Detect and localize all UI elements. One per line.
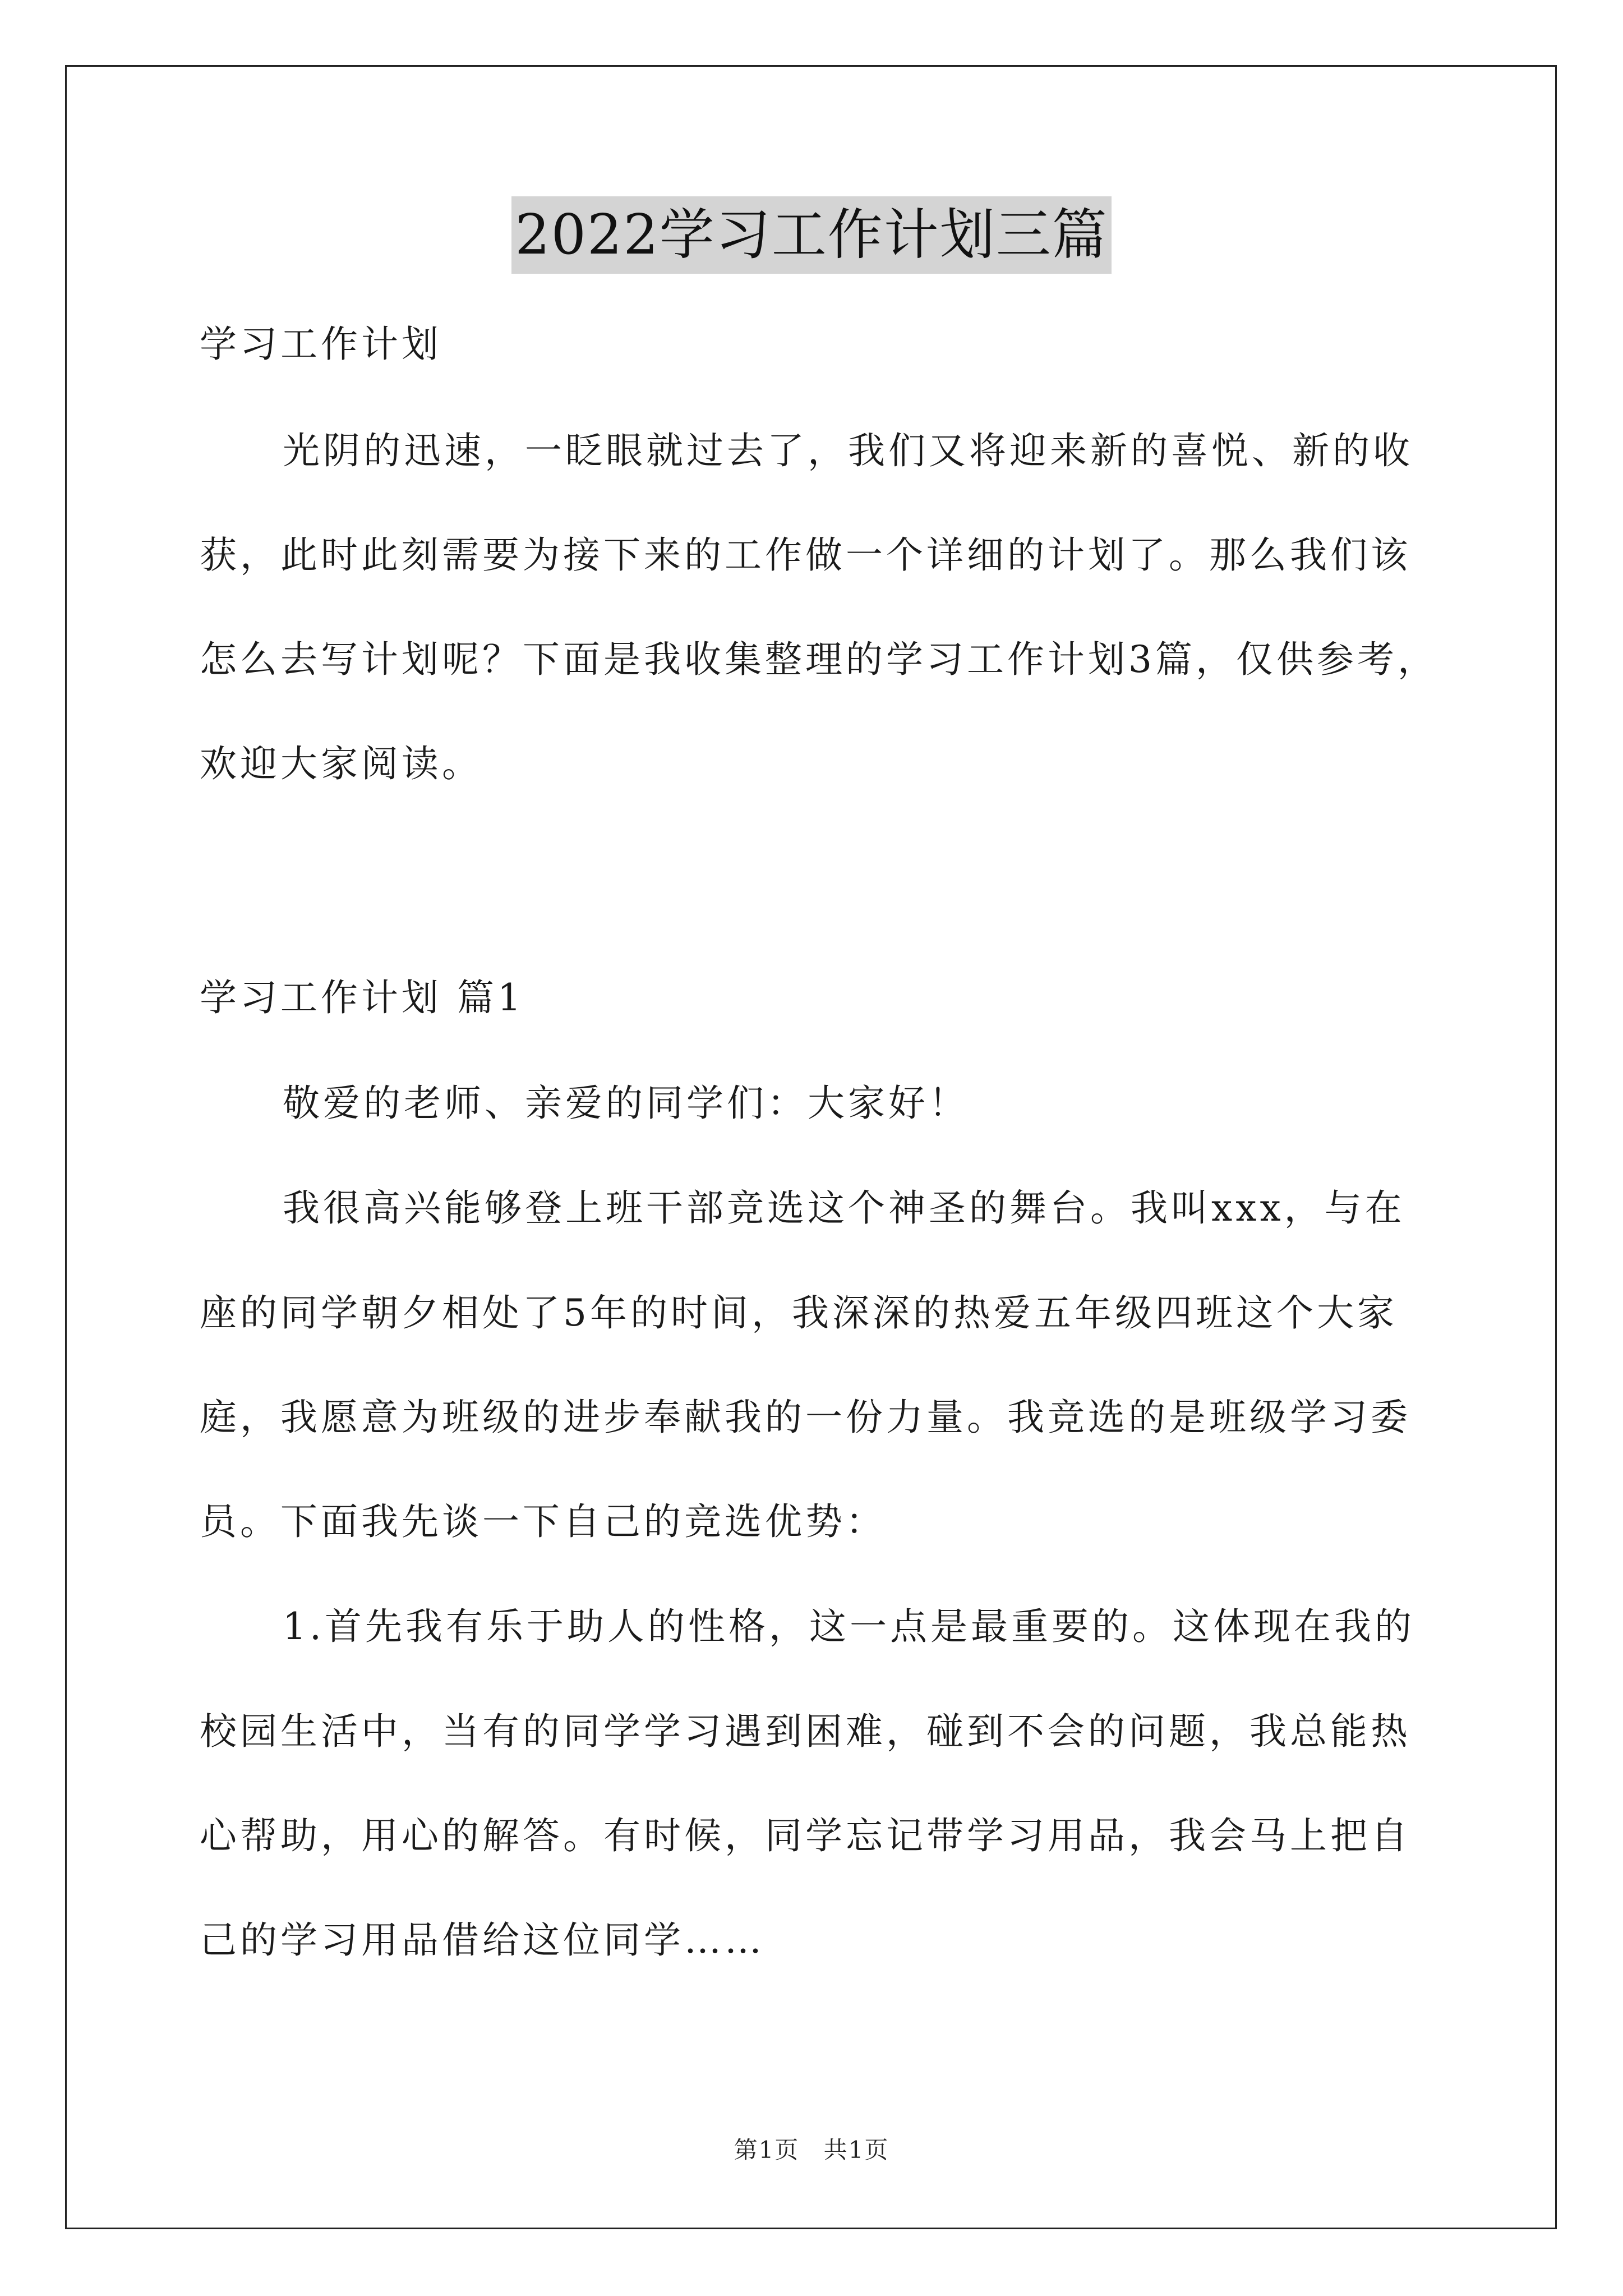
paragraph-line: 我很高兴能够登上班干部竞选这个神圣的舞台。我叫xxx，与在 [283,1186,1405,1230]
paragraph-line: 校园生活中，当有的同学学习遇到困难，碰到不会的问题，我总能热 [200,1710,1411,1753]
intro-line: 怎么去写计划呢？下面是我收集整理的学习工作计划3篇，仅供参考， [200,638,1438,681]
intro-line: 欢迎大家阅读。 [200,742,482,785]
intro-heading: 学习工作计划 [200,323,442,366]
page-footer [0,2132,1623,2165]
document-title: 2022学习工作计划三篇 [511,196,1111,274]
section-heading: 学习工作计划 篇1 [200,976,524,1019]
greeting: 敬爱的老师、亲爱的同学们：大家好！ [283,1082,969,1125]
intro-line: 光阴的迅速，一眨眼就过去了，我们又将迎来新的喜悦、新的收 [283,429,1413,472]
page-total: 共1页 [823,2136,889,2164]
title-container [0,196,1623,274]
intro-line: 获，此时此刻需要为接下来的工作做一个详细的计划了。那么我们该 [200,533,1411,577]
paragraph-line: 1.首先我有乐于助人的性格，这一点是最重要的。这体现在我的 [283,1605,1415,1648]
paragraph-line: 座的同学朝夕相处了5年的时间，我深深的热爱五年级四班这个大家 [200,1291,1398,1335]
paragraph-line: 己的学习用品借给这位同学…… [200,1918,765,1962]
paragraph-line: 庭，我愿意为班级的进步奉献我的一份力量。我竞选的是班级学习委 [200,1396,1411,1439]
paragraph-line: 员。下面我先谈一下自己的竞选优势： [200,1500,886,1543]
paragraph-line: 心帮助，用心的解答。有时候，同学忘记带学习用品，我会马上把自 [200,1814,1411,1857]
document-body [200,314,1438,1997]
page-number: 第1页 [734,2136,800,2164]
